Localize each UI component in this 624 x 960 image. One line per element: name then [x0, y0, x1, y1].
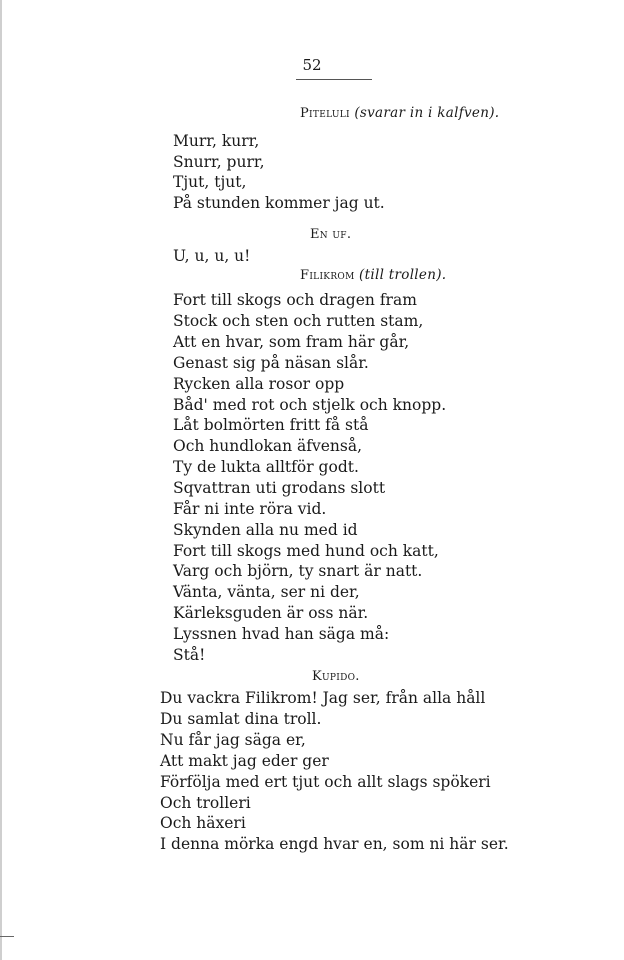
- verse-line: Skynden alla nu med id: [173, 521, 358, 539]
- verse-line: Och häxeri: [160, 814, 246, 832]
- speaker-heading-en-uf: [310, 227, 351, 242]
- verse-line: Att makt jag eder ger: [160, 752, 329, 770]
- verse-line: På stunden kommer jag ut.: [173, 194, 385, 212]
- verse-line: Och hundlokan äfvenså,: [173, 437, 363, 455]
- speaker-heading-filikrom: [300, 267, 446, 283]
- verse-line: Rycken alla rosor opp: [173, 375, 345, 393]
- page-number-rule: [296, 79, 372, 80]
- verse-line: Stock och sten och rutten stam,: [173, 312, 424, 330]
- verse-line: Kärleksguden är oss när.: [173, 604, 369, 622]
- verse-line: Och trolleri: [160, 794, 251, 812]
- verse-line: Genast sig på näsan slår.: [173, 354, 369, 372]
- speaker-heading-piteluli: [300, 105, 499, 121]
- verse-line: Ty de lukta alltför godt.: [173, 458, 359, 476]
- verse-line: Murr, kurr,: [173, 132, 260, 150]
- verse-line: Varg och björn, ty snart är natt.: [173, 562, 423, 580]
- verse-line: U, u, u, u!: [173, 247, 251, 265]
- verse-line: Tjut, tjut,: [173, 173, 247, 191]
- speaker-name: Filikrom: [300, 268, 355, 283]
- verse-line: Stå!: [173, 646, 206, 664]
- stage-direction: (till trollen).: [359, 267, 447, 283]
- page-corner-mark: [0, 936, 14, 937]
- verse-line: Får ni inte röra vid.: [173, 500, 327, 518]
- speaker-name: Piteluli: [300, 106, 350, 121]
- verse-line: Du samlat dina troll.: [160, 710, 322, 728]
- verse-line: Vänta, vänta, ser ni der,: [173, 583, 360, 601]
- verse-line: Snurr, purr,: [173, 153, 265, 171]
- speaker-name: En uf.: [310, 227, 352, 242]
- verse-line: Du vackra Filikrom! Jag ser, från alla håll: [160, 689, 486, 707]
- stage-direction: (svarar in i kalfven).: [354, 105, 500, 121]
- verse-line: Fort till skogs med hund och katt,: [173, 542, 439, 560]
- speaker-heading-kupido: [312, 669, 360, 684]
- verse-line: Sqvattran uti grodans slott: [173, 479, 386, 497]
- verse-line: Nu får jag säga er,: [160, 731, 306, 749]
- page-number: 52: [302, 56, 322, 74]
- speaker-name: Kupido.: [312, 669, 360, 684]
- verse-line: Förfölja med ert tjut och allt slags spökeri: [160, 773, 491, 791]
- verse-line: Lyssnen hvad han säga må:: [173, 625, 390, 643]
- verse-line: Fort till skogs och dragen fram: [173, 291, 417, 309]
- verse-line: Båd' med rot och stjelk och knopp.: [173, 396, 447, 414]
- verse-line: Låt bolmörten fritt få stå: [173, 416, 369, 434]
- verse-line: Att en hvar, som fram här går,: [173, 333, 410, 351]
- verse-line: I denna mörka engd hvar en, som ni här ser.: [160, 835, 509, 853]
